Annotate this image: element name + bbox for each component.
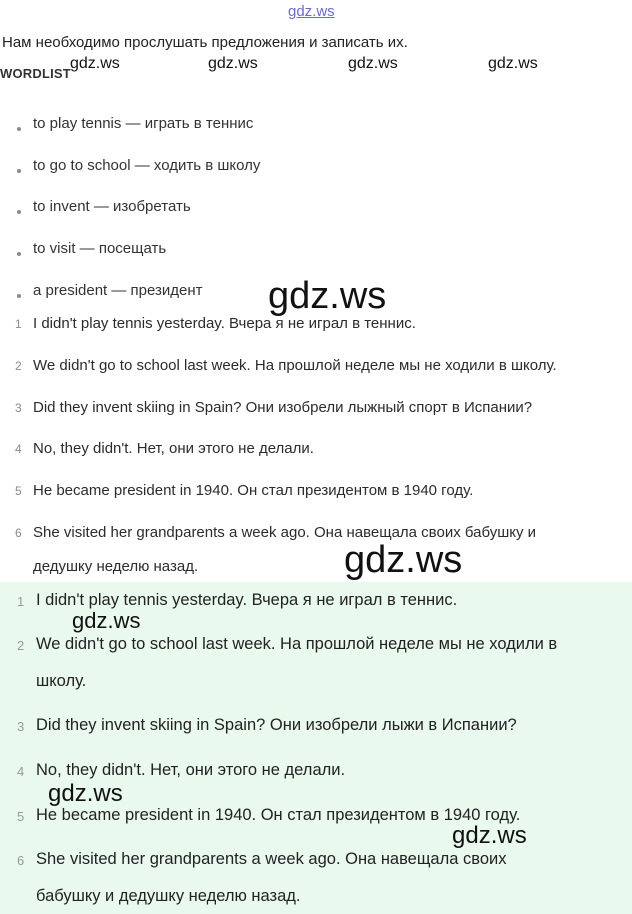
site-tag: gdz.ws <box>288 3 335 20</box>
sentence-text: She visited her grandparents a week ago. Она навещала своих бабушку и <box>33 524 537 541</box>
watermark: gdz.ws <box>452 822 527 849</box>
bullet-icon <box>17 294 21 298</box>
wordlist-heading: WORDLIST <box>0 66 71 81</box>
bullet-icon <box>17 127 21 131</box>
sentence-number: 2 <box>15 359 22 373</box>
sentence-number: 3 <box>15 401 22 415</box>
sentence-number: 6 <box>15 526 22 540</box>
answer-text: школу. <box>36 672 87 690</box>
wordlist-item: to invent — изобретать <box>33 198 191 215</box>
sentence-text: I didn't play tennis yesterday. Вчера я не играл в теннис. <box>33 315 416 332</box>
answer-text: No, they didn't. Нет, они этого не делали. <box>36 761 346 779</box>
watermark-large: gdz.ws <box>344 539 463 581</box>
sentence-text: He became president in 1940. Он стал президентом в 1940 году. <box>33 482 474 499</box>
answer-number: 6 <box>17 853 25 868</box>
answer-text: She visited her grandparents a week ago. Она навещала своих <box>36 850 507 868</box>
answer-text: бабушку и дедушку неделю назад. <box>36 887 301 905</box>
bullet-icon <box>17 252 21 256</box>
answer-text: I didn't play tennis yesterday. Вчера я не играл в теннис. <box>36 591 458 609</box>
watermark: gdz.ws <box>348 55 398 72</box>
bullet-icon <box>17 169 21 173</box>
answer-text: We didn't go to school last week. На прошлой неделе мы не ходили в <box>36 635 558 653</box>
answer-number: 1 <box>17 594 25 609</box>
sentence-number: 1 <box>15 317 22 331</box>
intro-text: Нам необходимо прослушать предложения и записать их. <box>2 34 408 51</box>
watermark-large: gdz.ws <box>268 275 387 317</box>
watermark: gdz.ws <box>72 608 141 633</box>
watermark: gdz.ws <box>48 780 123 807</box>
sentence-text: дедушку неделю назад. <box>33 558 199 575</box>
sentence-text: No, they didn't. Нет, они этого не делали. <box>33 440 314 457</box>
answer-number: 5 <box>17 809 25 824</box>
wordlist-item: a president — президент <box>33 282 203 299</box>
answer-number: 2 <box>17 638 25 653</box>
answer-text: He became president in 1940. Он стал президентом в 1940 году. <box>36 806 521 824</box>
sentence-number: 5 <box>15 484 22 498</box>
wordlist-item: to go to school — ходить в школу <box>33 157 261 174</box>
watermark: gdz.ws <box>488 55 538 72</box>
sentence-text: Did they invent skiing in Spain? Они изобрели лыжный спорт в Испании? <box>33 399 533 416</box>
wordlist-item: to visit — посещать <box>33 240 167 257</box>
wordlist-item: to play tennis — играть в теннис <box>33 115 254 132</box>
answer-number: 4 <box>17 764 25 779</box>
watermark: gdz.ws <box>208 55 258 72</box>
bullet-icon <box>17 210 21 214</box>
answer-text: Did they invent skiing in Spain? Они изобрели лыжи в Испании? <box>36 716 517 734</box>
watermark: gdz.ws <box>70 55 120 72</box>
sentence-text: We didn't go to school last week. На прошлой неделе мы не ходили в школу. <box>33 357 557 374</box>
sentence-number: 4 <box>15 442 22 456</box>
answer-number: 3 <box>17 719 25 734</box>
